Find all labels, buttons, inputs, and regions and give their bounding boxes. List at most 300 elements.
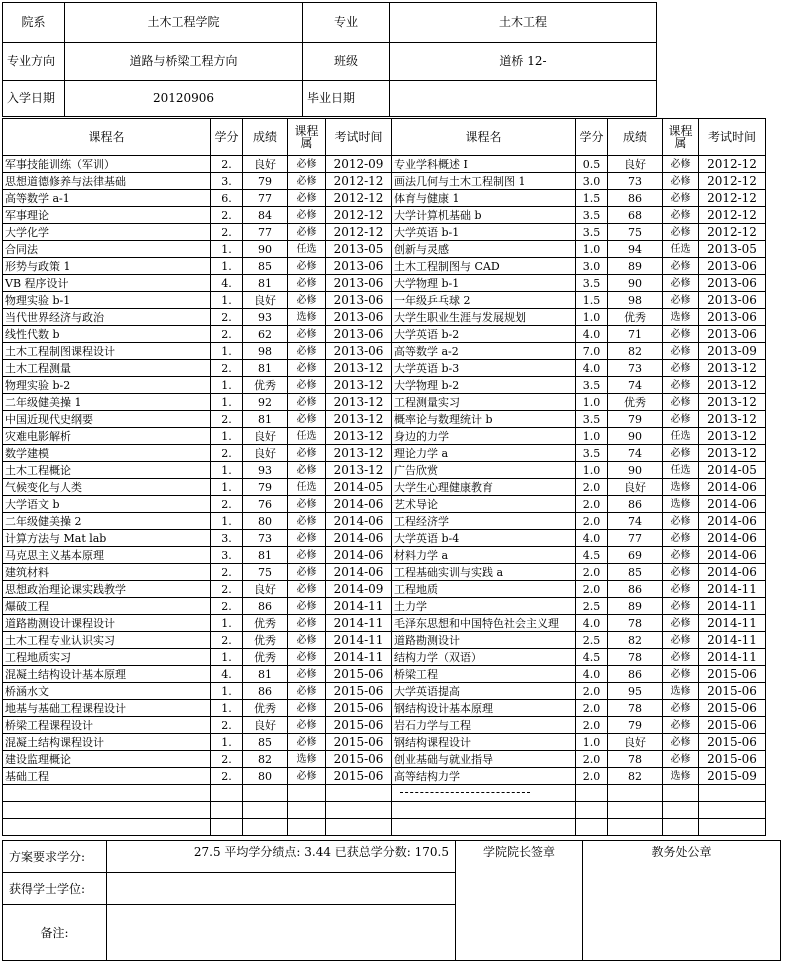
course-type: 必修 <box>288 258 326 275</box>
course-type-right: 必修 <box>663 581 699 598</box>
score: 93 <box>243 309 288 326</box>
course-name-right: 土木工程制图与 CAD <box>392 258 576 275</box>
course-type-right: 必修 <box>663 717 699 734</box>
course-name: 混凝土结构课程设计 <box>3 734 211 751</box>
footer-table <box>2 840 781 961</box>
course-type-right: 必修 <box>663 513 699 530</box>
course-name: 基础工程 <box>3 768 211 785</box>
credit-right: 3.0 <box>576 173 608 190</box>
table-row <box>3 564 766 581</box>
course-name-right: 工程地质 <box>392 581 576 598</box>
college-value: 土木工程学院 <box>65 3 303 43</box>
table-row <box>3 275 766 292</box>
course-type: 必修 <box>288 547 326 564</box>
remark-label: 备注: <box>3 905 107 961</box>
course-type: 必修 <box>288 632 326 649</box>
course-type-right: 必修 <box>663 207 699 224</box>
exam-date-right: 2013-06 <box>699 258 766 275</box>
exam-date-right: 2014-11 <box>699 632 766 649</box>
credit: 4. <box>211 275 243 292</box>
enroll-label: 入学日期 <box>3 81 65 117</box>
credit: 1. <box>211 700 243 717</box>
score: 92 <box>243 394 288 411</box>
score: 优秀 <box>243 632 288 649</box>
empty-cell <box>576 802 608 819</box>
major-value: 土木工程 <box>390 3 657 43</box>
score-right: 89 <box>608 258 663 275</box>
score-right: 90 <box>608 462 663 479</box>
col-type: 课程属 <box>288 119 326 156</box>
score: 81 <box>243 666 288 683</box>
major-label: 专业 <box>303 3 390 43</box>
course-name: 线性代数 b <box>3 326 211 343</box>
credit: 1. <box>211 241 243 258</box>
credit-right: 4.0 <box>576 326 608 343</box>
exam-date: 2013-12 <box>326 411 392 428</box>
course-name: 二年级健美操 2 <box>3 513 211 530</box>
empty-cell <box>3 785 211 802</box>
table-row <box>3 581 766 598</box>
empty-cell <box>211 785 243 802</box>
score: 81 <box>243 275 288 292</box>
direction-label: 专业方向 <box>3 43 65 81</box>
exam-date-right: 2013-05 <box>699 241 766 258</box>
credit: 1. <box>211 615 243 632</box>
exam-date-right: 2012-12 <box>699 207 766 224</box>
empty-cell <box>326 785 392 802</box>
score-right: 79 <box>608 411 663 428</box>
score: 80 <box>243 768 288 785</box>
course-type-right: 选修 <box>663 683 699 700</box>
exam-date: 2014-06 <box>326 564 392 581</box>
exam-date: 2013-06 <box>326 309 392 326</box>
exam-date: 2014-11 <box>326 615 392 632</box>
score: 73 <box>243 530 288 547</box>
score: 81 <box>243 547 288 564</box>
score-right: 79 <box>608 717 663 734</box>
credit: 1. <box>211 683 243 700</box>
course-name: 气候变化与人类 <box>3 479 211 496</box>
score-right: 86 <box>608 666 663 683</box>
exam-date: 2014-11 <box>326 632 392 649</box>
course-name: 中国近现代史纲要 <box>3 411 211 428</box>
course-type: 选修 <box>288 751 326 768</box>
course-name-right: 土力学 <box>392 598 576 615</box>
empty-cell <box>243 802 288 819</box>
exam-date-right: 2014-11 <box>699 615 766 632</box>
empty-cell <box>288 819 326 836</box>
exam-date-right: 2014-06 <box>699 479 766 496</box>
empty-cell <box>211 802 243 819</box>
credit-right: 2.0 <box>576 717 608 734</box>
empty-cell <box>699 785 766 802</box>
exam-date-right: 2013-09 <box>699 343 766 360</box>
credit: 2. <box>211 411 243 428</box>
exam-date: 2012-09 <box>326 156 392 173</box>
course-name: 桥梁工程课程设计 <box>3 717 211 734</box>
col-name: 课程名 <box>3 119 211 156</box>
course-type: 任选 <box>288 241 326 258</box>
course-name-right: 广告欣赏 <box>392 462 576 479</box>
credit: 2. <box>211 768 243 785</box>
course-name: 合同法 <box>3 241 211 258</box>
empty-cell <box>3 819 211 836</box>
course-type-right: 任选 <box>663 428 699 445</box>
table-row <box>3 683 766 700</box>
course-type-right: 必修 <box>663 734 699 751</box>
credit: 1. <box>211 377 243 394</box>
course-type-right: 必修 <box>663 649 699 666</box>
grad-label: 毕业日期 <box>303 81 390 117</box>
office-seal: 教务处公章 <box>583 841 781 961</box>
exam-date-right: 2014-06 <box>699 513 766 530</box>
course-name: 思想政治理论课实践教学 <box>3 581 211 598</box>
table-row <box>3 530 766 547</box>
course-type-right: 必修 <box>663 360 699 377</box>
credit-right: 4.0 <box>576 530 608 547</box>
score: 良好 <box>243 156 288 173</box>
credit: 2. <box>211 598 243 615</box>
score: 86 <box>243 683 288 700</box>
exam-date: 2013-12 <box>326 394 392 411</box>
table-row <box>3 768 766 785</box>
col-date: 考试时间 <box>326 119 392 156</box>
table-row <box>3 326 766 343</box>
exam-date: 2015-06 <box>326 717 392 734</box>
course-name-right: 大学英语 b-2 <box>392 326 576 343</box>
table-row <box>3 700 766 717</box>
score: 86 <box>243 598 288 615</box>
credit-right: 3.5 <box>576 377 608 394</box>
dean-seal: 学院院长签章 <box>456 841 583 961</box>
exam-date: 2012-12 <box>326 207 392 224</box>
course-type: 必修 <box>288 598 326 615</box>
credit-right: 1.0 <box>576 241 608 258</box>
course-name-right: 工程测量实习 <box>392 394 576 411</box>
score: 93 <box>243 462 288 479</box>
credit-right: 2.0 <box>576 496 608 513</box>
course-name: 军事技能训练（军训） <box>3 156 211 173</box>
course-name: 建筑材料 <box>3 564 211 581</box>
course-name-right: 岩石力学与工程 <box>392 717 576 734</box>
course-type: 必修 <box>288 445 326 462</box>
exam-date: 2012-12 <box>326 190 392 207</box>
col-score: 成绩 <box>243 119 288 156</box>
score-right: 95 <box>608 683 663 700</box>
score: 85 <box>243 734 288 751</box>
course-type-right: 必修 <box>663 292 699 309</box>
score: 良好 <box>243 581 288 598</box>
credit-right: 3.5 <box>576 411 608 428</box>
class-label: 班级 <box>303 43 390 81</box>
course-name-right: 大学英语 b-4 <box>392 530 576 547</box>
score-right: 78 <box>608 700 663 717</box>
credit-right: 3.5 <box>576 275 608 292</box>
course-name: 土木工程概论 <box>3 462 211 479</box>
score-right: 77 <box>608 530 663 547</box>
course-type: 必修 <box>288 717 326 734</box>
course-name-right: 高等数学 a-2 <box>392 343 576 360</box>
course-name-right: 身边的力学 <box>392 428 576 445</box>
empty-cell <box>576 819 608 836</box>
credit-right: 1.0 <box>576 309 608 326</box>
course-name-right: 大学英语 b-1 <box>392 224 576 241</box>
exam-date-right: 2014-11 <box>699 598 766 615</box>
course-type-right: 选修 <box>663 768 699 785</box>
course-name-right: 桥梁工程 <box>392 666 576 683</box>
course-name-right: 工程基础实训与实践 a <box>392 564 576 581</box>
exam-date-right: 2015-06 <box>699 666 766 683</box>
exam-date-right: 2012-12 <box>699 173 766 190</box>
score: 79 <box>243 479 288 496</box>
course-type-right: 必修 <box>663 173 699 190</box>
exam-date-right: 2015-06 <box>699 751 766 768</box>
course-name-right: 结构力学（双语） <box>392 649 576 666</box>
table-row <box>3 615 766 632</box>
credit-right: 2.5 <box>576 598 608 615</box>
score: 优秀 <box>243 615 288 632</box>
course-name-right: 一年级乒乓球 2 <box>392 292 576 309</box>
course-type-right: 必修 <box>663 615 699 632</box>
credit: 1. <box>211 734 243 751</box>
credit-right: 2.0 <box>576 768 608 785</box>
score: 81 <box>243 360 288 377</box>
course-name-right: 体育与健康 1 <box>392 190 576 207</box>
course-type-right: 必修 <box>663 530 699 547</box>
exam-date: 2013-06 <box>326 275 392 292</box>
credit-right: 3.5 <box>576 207 608 224</box>
score: 良好 <box>243 292 288 309</box>
course-type-right: 必修 <box>663 411 699 428</box>
course-name-right: 钢结构设计基本原理 <box>392 700 576 717</box>
empty-cell <box>576 785 608 802</box>
course-type: 必修 <box>288 326 326 343</box>
col-score-right: 成绩 <box>608 119 663 156</box>
course-type-right: 必修 <box>663 751 699 768</box>
exam-date-right: 2015-06 <box>699 734 766 751</box>
course-name-right: 创业基础与就业指导 <box>392 751 576 768</box>
course-type: 任选 <box>288 428 326 445</box>
course-type: 必修 <box>288 207 326 224</box>
course-type-right: 选修 <box>663 479 699 496</box>
course-type: 必修 <box>288 343 326 360</box>
score: 优秀 <box>243 377 288 394</box>
score-right: 86 <box>608 190 663 207</box>
table-row <box>3 309 766 326</box>
score-right: 74 <box>608 445 663 462</box>
course-type: 必修 <box>288 581 326 598</box>
course-type-right: 必修 <box>663 190 699 207</box>
course-type-right: 必修 <box>663 666 699 683</box>
table-row <box>3 445 766 462</box>
empty-cell <box>3 802 211 819</box>
course-type: 必修 <box>288 513 326 530</box>
grad-value <box>390 81 657 117</box>
course-type: 必修 <box>288 377 326 394</box>
exam-date: 2013-12 <box>326 445 392 462</box>
exam-date-right: 2013-12 <box>699 360 766 377</box>
exam-date: 2012-12 <box>326 173 392 190</box>
empty-cell <box>211 819 243 836</box>
credit: 2. <box>211 581 243 598</box>
score-right: 78 <box>608 649 663 666</box>
credit: 2. <box>211 632 243 649</box>
course-name: 大学化学 <box>3 224 211 241</box>
course-type-right: 必修 <box>663 598 699 615</box>
score: 良好 <box>243 717 288 734</box>
exam-date-right: 2013-12 <box>699 411 766 428</box>
empty-cell <box>699 819 766 836</box>
exam-date-right: 2015-09 <box>699 768 766 785</box>
course-type-right: 必修 <box>663 564 699 581</box>
col-date-right: 考试时间 <box>699 119 766 156</box>
exam-date-right: 2014-06 <box>699 496 766 513</box>
course-name: 军事理论 <box>3 207 211 224</box>
exam-date: 2013-12 <box>326 360 392 377</box>
course-type: 必修 <box>288 224 326 241</box>
course-name: 灾难电影解析 <box>3 428 211 445</box>
header-empty <box>657 81 777 117</box>
score-right: 78 <box>608 615 663 632</box>
credit: 2. <box>211 564 243 581</box>
empty-cell <box>288 785 326 802</box>
course-type-right: 必修 <box>663 632 699 649</box>
exam-date: 2013-06 <box>326 343 392 360</box>
course-name-right: 理论力学 a <box>392 445 576 462</box>
credit: 2. <box>211 360 243 377</box>
score: 98 <box>243 343 288 360</box>
table-row <box>3 343 766 360</box>
course-type-right: 任选 <box>663 462 699 479</box>
course-name-right: 大学英语 b-3 <box>392 360 576 377</box>
course-type: 必修 <box>288 564 326 581</box>
course-name: 数学建模 <box>3 445 211 462</box>
exam-date: 2015-06 <box>326 751 392 768</box>
col-credit-right: 学分 <box>576 119 608 156</box>
course-type-right: 必修 <box>663 326 699 343</box>
class-value: 道桥 12- <box>390 43 657 81</box>
empty-row <box>3 785 766 802</box>
credit-right: 3.0 <box>576 258 608 275</box>
score-right: 90 <box>608 428 663 445</box>
table-row <box>3 547 766 564</box>
course-name-right: 材料力学 a <box>392 547 576 564</box>
credit: 1. <box>211 462 243 479</box>
exam-date: 2012-12 <box>326 224 392 241</box>
course-name: 物理实验 b-2 <box>3 377 211 394</box>
score: 81 <box>243 411 288 428</box>
header-empty <box>657 3 777 43</box>
exam-date: 2014-11 <box>326 649 392 666</box>
course-name-right: 大学英语提高 <box>392 683 576 700</box>
course-name-right: 大学计算机基础 b <box>392 207 576 224</box>
course-name-right: 大学物理 b-2 <box>392 377 576 394</box>
score-right: 94 <box>608 241 663 258</box>
exam-date-right: 2014-05 <box>699 462 766 479</box>
credit: 1. <box>211 428 243 445</box>
end-divider <box>400 792 530 793</box>
course-name-right: 高等结构力学 <box>392 768 576 785</box>
course-type: 必修 <box>288 411 326 428</box>
course-name: 物理实验 b-1 <box>3 292 211 309</box>
credit-right: 2.0 <box>576 700 608 717</box>
course-type-right: 必修 <box>663 275 699 292</box>
course-name-right: 道路勘测设计 <box>392 632 576 649</box>
score: 82 <box>243 751 288 768</box>
exam-date: 2014-06 <box>326 496 392 513</box>
table-row <box>3 513 766 530</box>
credit-right: 1.5 <box>576 190 608 207</box>
course-name-right: 钢结构课程设计 <box>392 734 576 751</box>
score-right: 82 <box>608 768 663 785</box>
table-row <box>3 411 766 428</box>
table-row <box>3 598 766 615</box>
score-right: 82 <box>608 632 663 649</box>
credit: 1. <box>211 479 243 496</box>
credit: 1. <box>211 513 243 530</box>
course-name-right: 创新与灵感 <box>392 241 576 258</box>
course-table <box>2 118 766 836</box>
score: 79 <box>243 173 288 190</box>
score-right: 优秀 <box>608 394 663 411</box>
credit: 1. <box>211 258 243 275</box>
course-name: 工程地质实习 <box>3 649 211 666</box>
credit-right: 1.0 <box>576 394 608 411</box>
credit: 2. <box>211 207 243 224</box>
credit-right: 3.5 <box>576 224 608 241</box>
degree-label: 获得学士学位: <box>3 873 107 905</box>
course-type: 必修 <box>288 530 326 547</box>
table-row <box>3 496 766 513</box>
credit-right: 1.0 <box>576 462 608 479</box>
score: 62 <box>243 326 288 343</box>
course-name-right: 大学生心理健康教育 <box>392 479 576 496</box>
course-type: 必修 <box>288 394 326 411</box>
credit: 1. <box>211 649 243 666</box>
header-table <box>2 2 777 117</box>
exam-date-right: 2014-11 <box>699 581 766 598</box>
score: 77 <box>243 190 288 207</box>
degree-value <box>107 873 456 905</box>
credit: 1. <box>211 343 243 360</box>
score: 优秀 <box>243 649 288 666</box>
empty-cell <box>663 819 699 836</box>
empty-cell <box>663 802 699 819</box>
table-row <box>3 394 766 411</box>
course-type: 必修 <box>288 292 326 309</box>
credit: 6. <box>211 190 243 207</box>
exam-date: 2015-06 <box>326 768 392 785</box>
empty-cell <box>392 785 576 802</box>
course-type: 选修 <box>288 309 326 326</box>
credit-right: 2.0 <box>576 479 608 496</box>
table-row <box>3 377 766 394</box>
course-name: 建设监理概论 <box>3 751 211 768</box>
empty-cell <box>608 819 663 836</box>
column-header-row <box>3 119 766 156</box>
credit-right: 0.5 <box>576 156 608 173</box>
table-row <box>3 462 766 479</box>
course-name-right: 画法几何与土木工程制图 1 <box>392 173 576 190</box>
table-row <box>3 360 766 377</box>
exam-date-right: 2013-12 <box>699 445 766 462</box>
credit-right: 1.5 <box>576 292 608 309</box>
exam-date-right: 2013-12 <box>699 428 766 445</box>
exam-date-right: 2014-06 <box>699 530 766 547</box>
score: 80 <box>243 513 288 530</box>
exam-date: 2013-12 <box>326 462 392 479</box>
course-type: 任选 <box>288 479 326 496</box>
